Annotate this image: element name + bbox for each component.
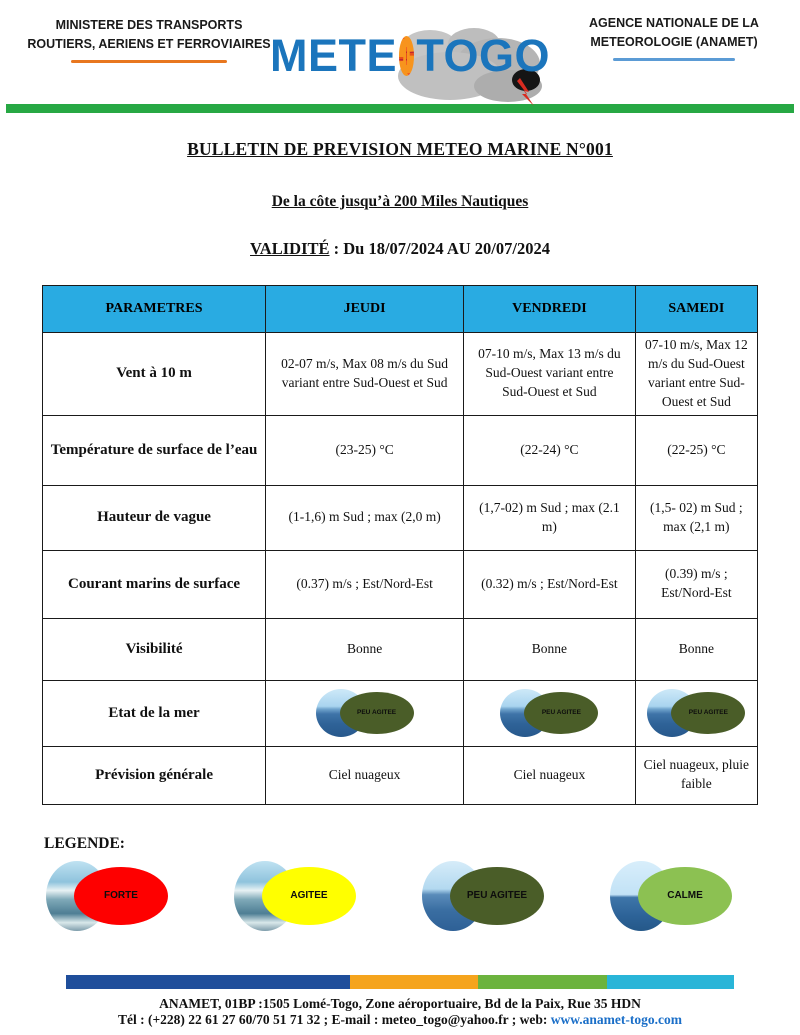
cell-value: (22-24) °C <box>464 415 636 485</box>
col-header-parametres: PARAMETRES <box>43 286 266 333</box>
footer-color-bar <box>66 975 734 989</box>
legend <box>46 861 732 931</box>
cell-value: Bonne <box>266 618 464 680</box>
sea-state-cell <box>464 680 636 746</box>
sun-icon <box>399 36 414 76</box>
footer-contact-line <box>0 1012 800 1028</box>
param-label: Prévision générale <box>43 746 266 804</box>
validity-value: : Du 18/07/2024 AU 20/07/2024 <box>329 239 550 258</box>
cell-value: Ciel nuageux <box>266 746 464 804</box>
footer-bar-segment-green <box>478 975 607 989</box>
cell-value: (1,7-02) m Sud ; max (2.1 m) <box>464 485 636 550</box>
legend-title: LEGENDE: <box>44 834 125 852</box>
legend-badge: CALME <box>638 867 732 925</box>
footer-bar-segment-orange <box>350 975 478 989</box>
agency-line2: METEOROLOGIE (ANAMET) <box>590 35 758 50</box>
cell-value: Bonne <box>635 618 757 680</box>
legend-badge: PEU AGITEE <box>450 867 544 925</box>
table-row <box>43 333 758 416</box>
table-row <box>43 415 758 485</box>
sea-state-badge: PEU AGITEE <box>524 692 598 734</box>
col-header-vendredi: VENDREDI <box>464 286 636 333</box>
cell-value: (0.39) m/s ; Est/Nord-Est <box>635 550 757 618</box>
legend-item-peu-agitee <box>422 861 544 931</box>
cell-value: (23-25) °C <box>266 415 464 485</box>
header <box>0 0 800 104</box>
legend-badge: FORTE <box>74 867 168 925</box>
cell-value: (22-25) °C <box>635 415 757 485</box>
col-header-samedi: SAMEDI <box>635 286 757 333</box>
ministry-underline <box>71 60 227 64</box>
cell-value: 07-10 m/s, Max 12 m/s du Sud-Ouest variant entre Sud-Ouest et Sud <box>635 333 757 416</box>
validity-label: VALIDITÉ <box>250 239 330 258</box>
sea-state-badge: PEU AGITEE <box>340 692 414 734</box>
sea-state-cell <box>266 680 464 746</box>
sea-state-badge: PEU AGITEE <box>671 692 745 734</box>
footer-bar-segment-cyan <box>607 975 734 989</box>
param-label: Température de surface de l’eau <box>43 415 266 485</box>
validity-line <box>0 239 800 259</box>
logo-part1: METE <box>270 30 398 81</box>
legend-item-forte <box>46 861 168 931</box>
cell-value: 02-07 m/s, Max 08 m/s du Sud variant entre Sud-Ouest et Sud <box>266 333 464 416</box>
legend-badge: AGITEE <box>262 867 356 925</box>
param-label: Visibilité <box>43 618 266 680</box>
table-row <box>43 618 758 680</box>
logo-part2: TOGO <box>416 30 550 81</box>
table-row <box>43 485 758 550</box>
param-label: Courant marins de surface <box>43 550 266 618</box>
titles <box>0 139 800 259</box>
cell-value: (1-1,6) m Sud ; max (2,0 m) <box>266 485 464 550</box>
table-row <box>43 550 758 618</box>
meteo-togo-logo <box>270 18 550 102</box>
footer <box>0 996 800 1029</box>
footer-address: ANAMET, 01BP :1505 Lomé-Togo, Zone aéroportuaire, Bd de la Paix, Rue 35 HDN <box>159 995 641 1011</box>
table-row <box>43 680 758 746</box>
agency-underline <box>613 58 735 62</box>
forecast-table <box>42 285 758 805</box>
website-link[interactable]: www.anamet-togo.com <box>550 1012 683 1028</box>
bulletin-subtitle: De la côte jusqu’à 200 Miles Nautiques <box>271 193 529 210</box>
cell-value: 07-10 m/s, Max 13 m/s du Sud-Ouest variant entre Sud-Ouest et Sud <box>464 333 636 416</box>
table-header-row <box>43 286 758 333</box>
footer-contact-text: Tél : (+228) 22 61 27 60/70 51 71 32 ; E-mail : meteo_togo@yahoo.fr ; web: <box>117 1012 551 1028</box>
logo-text <box>270 30 550 82</box>
param-label: Etat de la mer <box>43 680 266 746</box>
footer-bar-segment-blue <box>66 975 350 989</box>
agency-block <box>574 14 774 61</box>
sea-state-cell <box>635 680 757 746</box>
ministry-line1: MINISTERE DES TRANSPORTS <box>55 18 243 32</box>
param-label: Hauteur de vague <box>43 485 266 550</box>
legend-item-calme <box>610 861 732 931</box>
table-row <box>43 746 758 804</box>
col-header-jeudi: JEUDI <box>266 286 464 333</box>
cell-value: Ciel nuageux <box>464 746 636 804</box>
param-label: Vent à 10 m <box>43 333 266 416</box>
cell-value: Bonne <box>464 618 636 680</box>
cell-value: Ciel nuageux, pluie faible <box>635 746 757 804</box>
agency-line1: AGENCE NATIONALE DE LA <box>589 16 759 30</box>
bulletin-title: BULLETIN DE PREVISION METEO MARINE N°001 <box>187 139 613 159</box>
cell-value: (0.37) m/s ; Est/Nord-Est <box>266 550 464 618</box>
ministry-line2: ROUTIERS, AERIENS ET FERROVIAIRES <box>27 37 271 52</box>
legend-item-agitee <box>234 861 356 931</box>
cell-value: (0.32) m/s ; Est/Nord-Est <box>464 550 636 618</box>
cell-value: (1,5- 02) m Sud ; max (2,1 m) <box>635 485 757 550</box>
ministry-block <box>24 16 274 63</box>
